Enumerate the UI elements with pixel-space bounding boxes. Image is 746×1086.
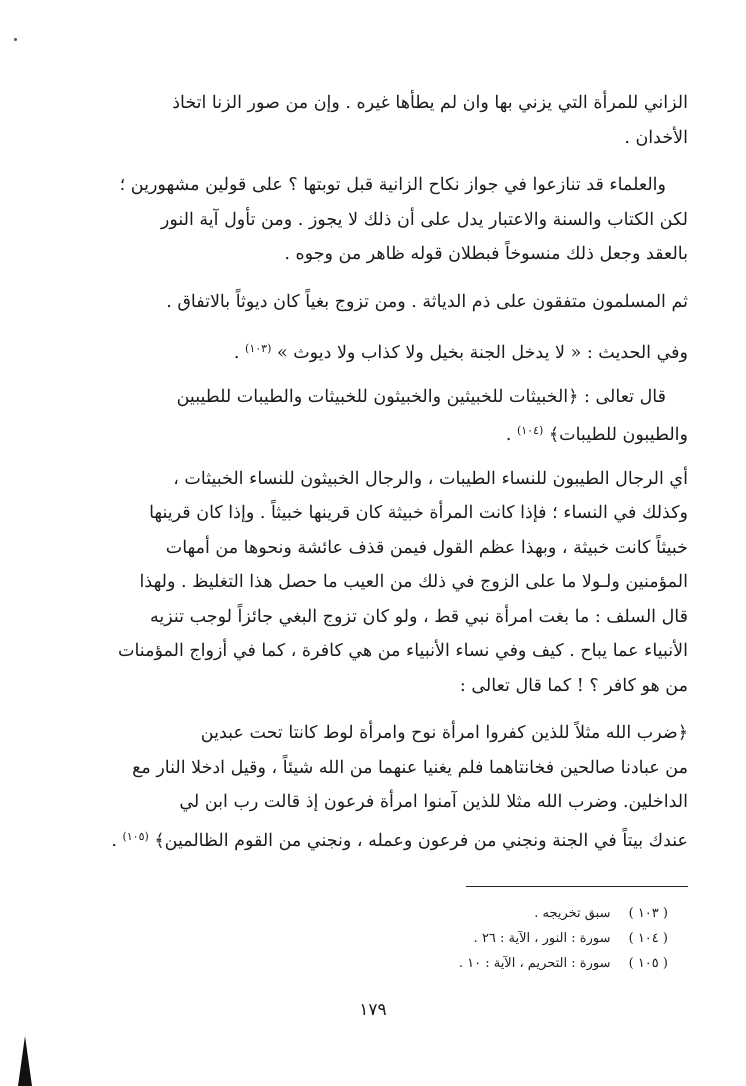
- text-line: من عبادنا صالحين فخانتاهما فلم يغنيا عنهما من الله شيئاً ، وقيل ادخلا النار مع: [132, 757, 688, 778]
- text-line: الداخلين. وضرب الله مثلا للذين آمنوا امرأة فرعون إذ قالت رب ابن لي: [179, 792, 688, 812]
- punctuation: .: [505, 425, 512, 445]
- footnote-separator: [466, 886, 688, 887]
- footnote-ref: (١٠٤): [516, 424, 544, 437]
- footnote: [300, 951, 668, 976]
- footnote-ref: (١٠٥): [122, 829, 149, 843]
- footnote-text: سورة : التحريم ، الآية : ١٠ .: [458, 956, 611, 971]
- page-number: ١٧٩: [359, 1000, 387, 1020]
- text-line: من هو كافر ؟ ! كما قال تعالى :: [459, 675, 688, 696]
- text-line: ثم المسلمون متفقون على ذم الدياثة . ومن تزوج بغياً كان ديوثاً بالاتفاق .: [166, 291, 688, 312]
- footnote-number: ( ١٠٥ ): [628, 956, 668, 971]
- text-line: لكن الكتاب والسنة والاعتبار يدل على أن ذلك لا يجوز . ومن تأول آية النور: [160, 209, 688, 230]
- scan-dot: [14, 38, 17, 41]
- verse-text: والطيبون للطيبات﴾: [548, 425, 688, 445]
- body-text: [76, 86, 688, 854]
- verse-text: عندك بيتاً في الجنة ونجني من فرعون وعمله ، ونجني من القوم الظالمين﴾: [154, 830, 688, 851]
- text-line: [76, 332, 688, 367]
- text-line: الزاني للمرأة التي يزني بها وان لم يطأها غيره . وإن من صور الزنا اتخاذ: [172, 93, 688, 113]
- footnote: [300, 901, 668, 926]
- footnotes: [300, 901, 668, 976]
- text-line: ﴿ضرب الله مثلاً للذين كفروا امرأة نوح وامرأة لوط كانتا تحت عبدين: [200, 723, 688, 743]
- punctuation: .: [233, 343, 240, 363]
- text-line: أي الرجال الطيبون للنساء الطيبات ، والرجال الخبيثون للنساء الخبيثات ،: [173, 468, 688, 489]
- text-line: وكذلك في النساء ؛ فإذا كانت المرأة خبيثة كان قرينها خبيثاً . وإذا كان قرينها: [149, 503, 688, 523]
- page-edge-mark: [18, 1036, 32, 1086]
- footnote-text: سبق تخريجه .: [534, 906, 611, 921]
- footnote-number: ( ١٠٣ ): [628, 906, 668, 921]
- text-line: [76, 414, 688, 449]
- text-line: خبيثاً كانت خبيثة ، وبهذا عظم القول فيمن قذف عائشة ونحوها من أمهات: [165, 537, 688, 558]
- text-line: المؤمنين ولـولا ما على الزوج في ذلك من العيب ما حصل هذا التغليظ . ولهذا: [139, 572, 688, 592]
- text-line: قال تعالى : ﴿الخبيثات للخبيثين والخبيثون للخبيثات والطيبات للطيبين: [176, 386, 666, 407]
- text-line: الأخدان .: [624, 127, 688, 148]
- text-line: الأنبياء عما يباح . كيف وفي نساء الأنبياء من هي كافرة ، كما في أزواج المؤمنات: [118, 641, 688, 661]
- text-line: [76, 820, 688, 855]
- text-line: والعلماء قد تنازعوا في جواز نكاح الزانية قبل توبتها ؟ على قولين مشهورين ؛: [119, 175, 666, 195]
- footnote-text: سورة : النور ، الآية : ٢٦ .: [473, 931, 611, 946]
- text-line: بالعقد وجعل ذلك منسوخاً فبطلان قوله ظاهر من وجوه .: [284, 244, 688, 264]
- footnote-number: ( ١٠٤ ): [628, 931, 668, 946]
- footnote-ref: (١٠٣): [245, 342, 272, 355]
- text-line: قال السلف : ما بغت امرأة نبي قط ، ولو كان تزوج البغي جائزاً لوجب تنزيه: [149, 606, 688, 627]
- footnote: [300, 926, 668, 951]
- hadith-text: وفي الحديث : « لا يدخل الجنة بخيل ولا كذاب ولا ديوث »: [276, 343, 688, 363]
- punctuation: .: [111, 830, 117, 851]
